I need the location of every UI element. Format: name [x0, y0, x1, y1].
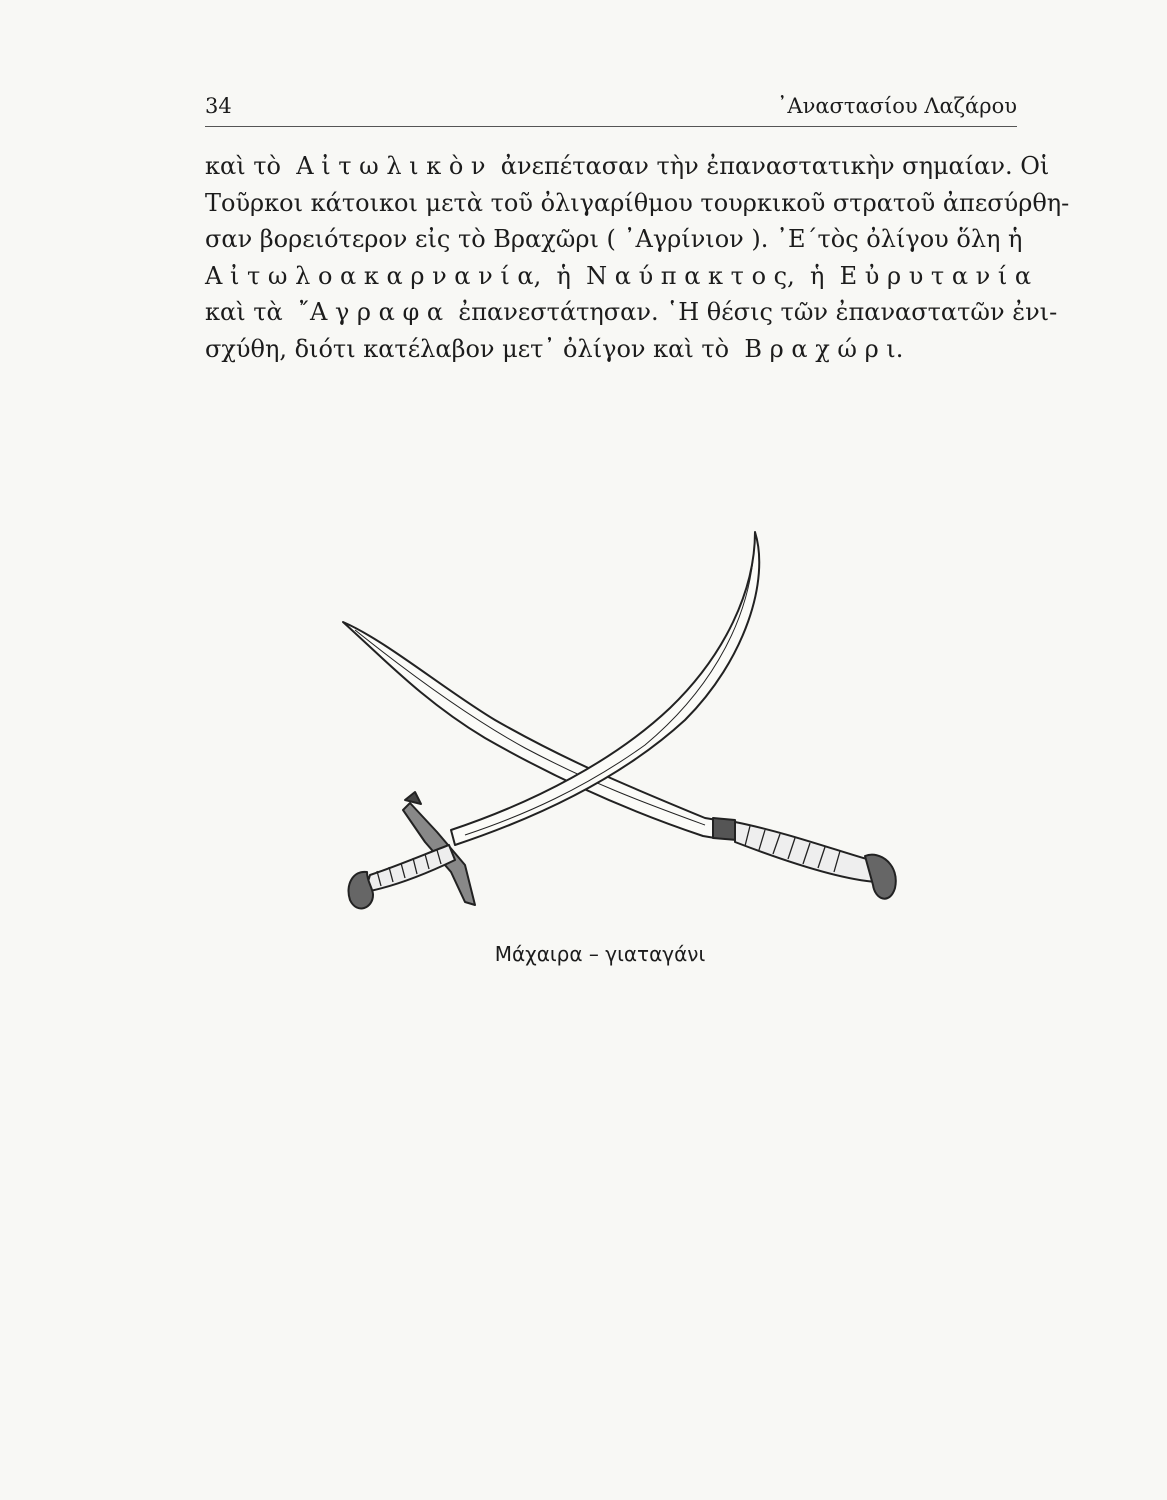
text-line: καὶ τὸ Α ἰ τ ω λ ι κ ὸ ν ἀνεπέτασαν τὴν ἐπαναστατικὴν σημαίαν. Οἱ	[205, 152, 1050, 180]
sabre-guard-tip	[405, 792, 421, 804]
sabre-sword	[349, 532, 760, 908]
swords-drawing	[325, 520, 900, 940]
text-line: Α ἰ τ ω λ ο α κ α ρ ν α ν ί α, ἡ Ν α ύ π α κ τ ο ς, ἡ Ε ὐ ρ υ τ α ν ί α	[205, 261, 1032, 290]
yataghan-grip	[735, 822, 877, 882]
text-line: σαν βορειότερον εἰς τὸ Βραχῶρι ( ᾿Αγρίνιον ). ᾿Ε΄τὸς ὀλίγου ὅλη ἡ	[205, 225, 1023, 253]
yataghan-bolster	[713, 818, 737, 840]
body-paragraph	[205, 148, 1070, 367]
text-line: καὶ τὰ ῎Α γ ρ α φ α ἐπανεστάτησαν. ῾Η θέσις τῶν ἐπαναστατῶν ἐνι-	[205, 298, 1058, 326]
crossed-swords-illustration	[325, 520, 900, 940]
page-number: 34	[205, 94, 232, 118]
running-head: ᾿Αναστασίου Λαζάρου	[776, 94, 1017, 118]
text-line: Τοῦρκοι κάτοικοι μετὰ τοῦ ὀλιγαρίθμου τουρκικοῦ στρατοῦ ἀπεσύρθη-	[205, 188, 1070, 217]
sabre-grip	[365, 845, 455, 892]
text-line: σχύθη, διότι κατέλαβον μετ᾿ ὀλίγον καὶ τὸ Β ρ α χ ώ ρ ι.	[205, 334, 904, 363]
page-header	[205, 92, 1017, 127]
figure-caption: Μάχαιρα – γιαταγάνι	[494, 942, 706, 966]
